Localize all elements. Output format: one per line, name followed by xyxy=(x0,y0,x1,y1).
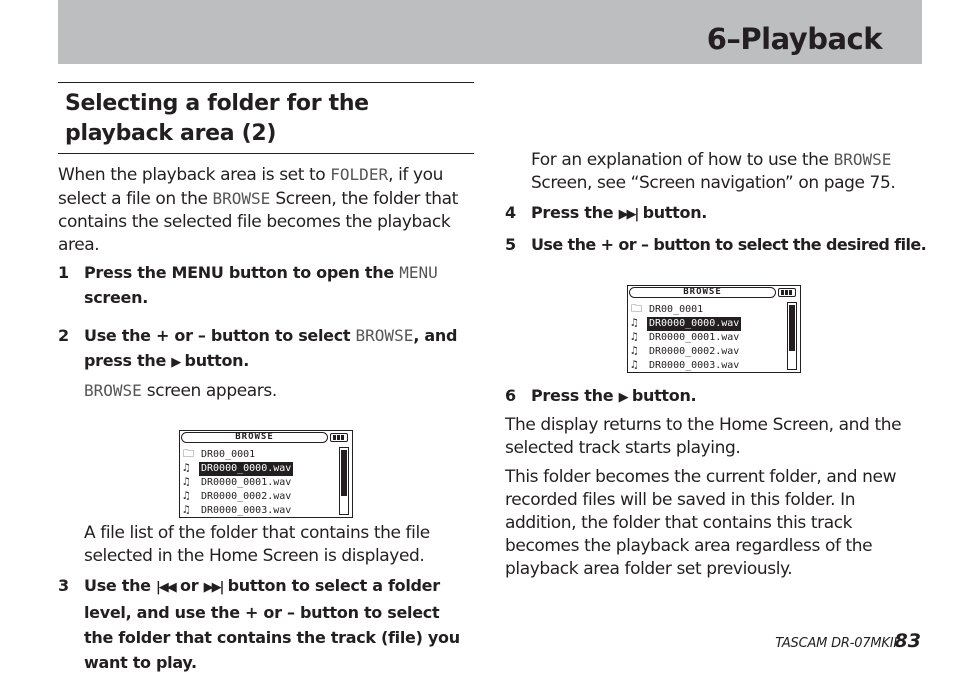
result-paragraph-2: This folder becomes the current folder, and new recorded files will be saved in this folder. In addition, the folder that contains this track becomes the playback area regardless of the playback area folder set previously. xyxy=(505,467,897,579)
play-icon: ▶ xyxy=(171,355,180,370)
lcd-title: BROWSE xyxy=(629,287,776,298)
step-number: 5 xyxy=(505,235,516,254)
step-4: 4 Press the ▶▶| button. xyxy=(505,200,921,227)
lcd-file-row: ♫ DR0000_0003.wav xyxy=(183,503,292,516)
music-note-icon: ♫ xyxy=(183,475,190,488)
chapter-title: 6–Playback xyxy=(706,22,882,56)
lcd-scrollbar xyxy=(787,302,797,370)
browse-screen-illustration xyxy=(627,285,801,373)
step-6: 6 Press the ▶ button. xyxy=(505,383,921,410)
lcd-scrollbar xyxy=(339,447,349,515)
battery-icon xyxy=(330,433,348,442)
lcd-file-row: ♫ DR0000_0000.wav xyxy=(631,316,740,329)
section-rule-top xyxy=(58,82,474,83)
folder-icon: 🗀 xyxy=(631,302,642,315)
lcd-file-row: ♫ DR0000_0003.wav xyxy=(631,358,740,371)
lcd-word-folder: FOLDER xyxy=(330,165,389,184)
skip-forward-icon: ▶▶| xyxy=(618,207,638,222)
folder-icon: 🗀 xyxy=(183,447,194,460)
step-5: 5 Use the + or – button to select the desired file. xyxy=(505,232,935,257)
play-icon: ▶ xyxy=(618,390,627,405)
music-note-icon: ♫ xyxy=(631,330,638,343)
lcd-folder-row: 🗀 DR00_0001 xyxy=(183,447,256,460)
music-note-icon: ♫ xyxy=(183,461,190,474)
lcd-word-browse: BROWSE xyxy=(84,381,142,400)
step-2-caption: A file list of the folder that contains the file selected in the Home Screen is displayed. xyxy=(84,523,430,566)
step-2: 2 Use the + or – button to select BROWSE, and press the ▶ button. xyxy=(58,323,476,375)
music-note-icon: ♫ xyxy=(631,316,638,329)
music-note-icon: ♫ xyxy=(183,503,190,516)
lcd-file-row: ♫ DR0000_0001.wav xyxy=(631,330,740,343)
skip-forward-icon: ▶▶| xyxy=(203,580,223,595)
chapter-header-bar xyxy=(58,0,922,64)
music-note-icon: ♫ xyxy=(183,489,190,502)
step-1: 1 Press the MENU button to open the MENU screen. xyxy=(58,260,468,310)
lcd-word-browse: BROWSE xyxy=(355,326,414,345)
lcd-file-row: ♫ DR0000_0002.wav xyxy=(631,344,740,357)
battery-icon xyxy=(778,288,796,297)
skip-back-icon: |◀◀ xyxy=(156,580,175,595)
music-note-icon: ♫ xyxy=(631,344,638,357)
step-number: 6 xyxy=(505,386,516,405)
lcd-file-row: ♫ DR0000_0000.wav xyxy=(183,461,292,474)
step-3-note: For an explanation of how to use the BROWSE Screen, see “Screen navigation” on page 75. xyxy=(531,150,896,193)
lcd-word-browse: BROWSE xyxy=(212,189,271,208)
browse-screen-illustration xyxy=(179,430,353,518)
step-number: 1 xyxy=(58,263,69,282)
music-note-icon: ♫ xyxy=(631,358,638,371)
lcd-file-row: ♫ DR0000_0001.wav xyxy=(183,475,292,488)
step-number: 2 xyxy=(58,326,69,345)
lcd-file-row: ♫ DR0000_0002.wav xyxy=(183,489,292,502)
lcd-title: BROWSE xyxy=(181,432,328,443)
section-title: Selecting a folder for the playback area (2) xyxy=(65,91,369,146)
step-3: 3 Use the |◀◀ or ▶▶| button to select a folder level, and use the + or – button to select the folder that contains the track (file) you want to play. xyxy=(58,573,468,675)
page-number: 83 xyxy=(894,630,921,652)
result-paragraph-1: The display returns to the Home Screen, and the selected track starts playing. xyxy=(505,415,902,458)
footer-brand: TASCAM DR-07MKII xyxy=(775,636,897,651)
section-rule-bottom xyxy=(58,153,474,154)
lcd-word-menu: MENU xyxy=(399,263,438,282)
step-2-note: BROWSE screen appears. xyxy=(84,381,277,401)
intro-paragraph: When the playback area is set to FOLDER, if you select a file on the BROWSE Screen, the folder that contains the selected file becomes the playback area. xyxy=(58,165,458,255)
lcd-folder-row: 🗀 DR00_0001 xyxy=(631,302,704,315)
step-number: 4 xyxy=(505,203,516,222)
lcd-word-browse: BROWSE xyxy=(833,150,892,169)
step-number: 3 xyxy=(58,576,69,595)
